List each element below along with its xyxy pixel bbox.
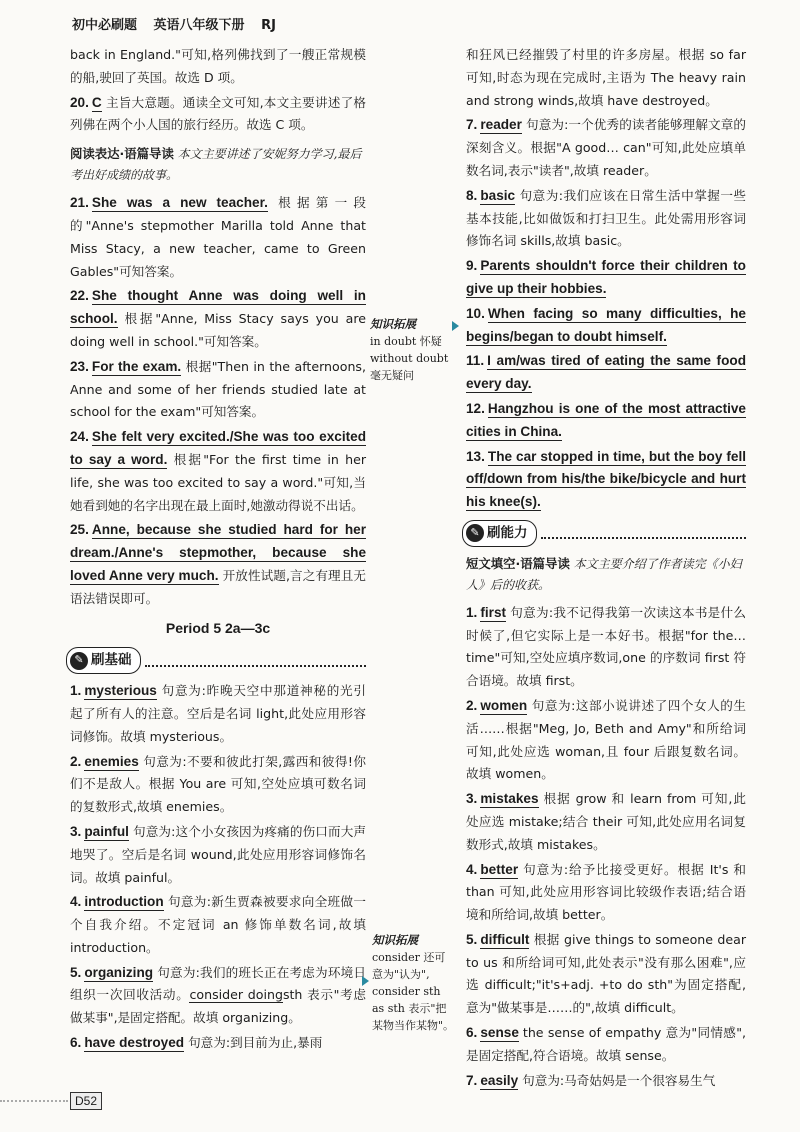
answer-item-r13: 13. The car stopped in time, but the boy fell off/down from his/the bike/bicycle and hurt his knee(s).: [466, 448, 746, 510]
answer-item-c5: 5. difficult 根据 give things to someone dear to us 和所给词可知,此处表示"没有那么困难",应选 difficult;"it's+adj. +to do sth"为固定搭配,意为"做某事是……的",故填 difficult。: [466, 931, 746, 1016]
explanation: 句意为:我们应该在日常生活中掌握一些基本技能,比如做饭和打扫卫生。此处需用形容词修饰名词 skills,故填 basic。: [466, 187, 746, 249]
explanation: 开放性试题,言之有理且无语法错误即可。: [70, 567, 366, 606]
answer-text: C: [91, 94, 102, 110]
explanation: 句意为:这部小说讲述了四个女人的生活……根据"Meg, Jo, Beth and Amy"和所给词可知,此处应选 woman,且 four 后跟复数名词。故填 women。: [466, 697, 746, 782]
explanation: 句意为:不要和彼此打架,露西和彼得!你们不是敌人。根据 You are 可知,空处应填可数名词的复数形式,故填 enemies。: [70, 753, 366, 815]
explanation: 根据第一段的"Anne's stepmother Marilla told Anne that Miss Stacy, a new teacher, came to Green Gables"可知答案。: [70, 195, 367, 279]
explanation: 句意为:我们的班长正在考虑为环境日组织一次回收活动。: [70, 964, 366, 1003]
phrase-underline: consider doing: [189, 987, 283, 1003]
right-column: [466, 44, 746, 1094]
pen-icon: ✎: [70, 652, 88, 670]
banner-badge: ✎ 刷能力: [462, 520, 537, 547]
answer-item-25: 25. Anne, because she studied hard for her dream./Anne's stepmother, because she loved Anne very much. 开放性试题,言之有理且无语法错误即可。: [70, 522, 366, 606]
answer-item-23: 23. For the exam. 根据"Then in the afternoons, Anne and some of her friends studied late at school for the exam"可知答案。: [70, 358, 366, 420]
answer-item-b1: 1. mysterious 句意为:昨晚天空中那道神秘的光引起了所有人的注意。空后是名词 light,此处应用形容词修饰。故填 mysterious。: [70, 683, 366, 744]
margin-note-consider: 知识拓展 consider 还可意为"认为", consider sth as sth 表示"把某物当作某物"。: [372, 933, 455, 1032]
answer-text: She felt very excited./She was too excited to say a word.: [70, 429, 366, 467]
answer-text: For the exam.: [91, 358, 182, 374]
arrow-icon: [452, 321, 459, 331]
arrow-icon: [362, 976, 369, 986]
explanation: 根据 give things to someone dear to us 和所给词可知,此处表示"没有那么困难",应选 difficult;"it's+adj. +to do sth"为固定搭配,意为"做某事是……的",故填 difficult。: [466, 931, 746, 1016]
page-edge-stripe: [0, 1100, 68, 1103]
explanation: 句意为:一个优秀的读者能够理解文章的深刻含义。根据"A good… can"可知,此处应填单数名词,表示"读者",故填 reader。: [466, 117, 746, 178]
answer-text: She thought Anne was doing well in school.: [70, 288, 366, 327]
answer-item-22: 22. She thought Anne was doing well in school. 根据"Anne, Miss Stacy says you are doing well in school."可知答案。: [70, 288, 366, 349]
answer-text: Anne, because she studied hard for her dream./Anne's stepmother, because she loved Anne very much.: [70, 522, 366, 583]
answer-text: easily: [480, 1072, 519, 1088]
answer-item-b3: 3. painful 句意为:这个小女孩因为疼痛的伤口而大声地哭了。空后是名词 wound,此处应用形容词修饰名词。故填 painful。: [70, 823, 366, 885]
answer-item-r12: 12. Hangzhou is one of the most attractive cities in China.: [466, 400, 746, 439]
answer-text: The car stopped in time, but the boy fell off/down from his/the bike/bicycle and hurt his knee(s).: [466, 448, 746, 510]
explanation: 根据"Then in the afternoons, Anne and some of her friends studied late at school for the exam"可知答案。: [70, 358, 366, 420]
answer-text: organizing: [84, 964, 154, 980]
answer-item-r8: 8. basic 句意为:我们应该在日常生活中掌握一些基本技能,比如做饭和打扫卫生。此处需用形容词修饰名词 skills,故填 basic。: [466, 187, 746, 249]
explanation: 句意为:到目前为止,暴雨: [188, 1035, 323, 1051]
answer-text: mysterious: [84, 683, 157, 699]
explanation: sth 表示"考虑做某事",是固定搭配。故填 organizing。: [70, 987, 366, 1026]
dotted-divider: [541, 527, 747, 539]
answer-text: sense: [480, 1025, 519, 1041]
answer-item-r11: 11. I am/was tired of eating the same food every day.: [466, 353, 746, 392]
answer-item-c3: 3. mistakes 根据 grow 和 learn from 可知,此处应选 mistake;结合 their 可知,此处应用名词复数形式,故填 mistakes。: [466, 791, 746, 852]
explanation: 句意为:这个小女孩因为疼痛的伤口而大声地哭了。空后是名词 wound,此处应用形容词修饰名词。故填 painful。: [70, 823, 366, 885]
explanation: 根据"For the first time in her life, she was too excited to say a word."可知,当她看到她的名字出现在最上面时,她激动得说不出话。: [70, 451, 367, 513]
answer-item-b6: 6. have destroyed 句意为:到目前为止,暴雨: [70, 1035, 323, 1051]
answer-text: better: [480, 861, 519, 877]
answer-text: I am/was tired of eating the same food every day.: [466, 353, 746, 392]
pen-icon: ✎: [466, 524, 484, 542]
answer-text: She was a new teacher.: [91, 195, 268, 211]
answer-item-c2: 2. women 句意为:这部小说讲述了四个女人的生活……根据"Meg, Jo, Beth and Amy"和所给词可知,此处应选 woman,且 four 后跟复数名词。故填 women。: [466, 697, 746, 782]
margin-note-doubt: 知识拓展 in doubt 怀疑 without doubt 毫无疑问: [370, 317, 449, 382]
answer-text: painful: [84, 823, 129, 839]
banner-badge: ✎ 刷基础: [66, 647, 141, 674]
explanation: 根据 grow 和 learn from 可知,此处应选 mistake;结合 their 可知,此处应用名词复数形式,故填 mistakes。: [466, 791, 746, 852]
answer-text: basic: [480, 187, 516, 203]
explanation: 句意为:新生贾森被要求向全班做一个自我介绍。不定冠词 an 修饰单数名词,故填 introduction。: [70, 894, 366, 955]
answer-text: reader: [480, 117, 522, 133]
explanation: 根据"Anne, Miss Stacy says you are doing well in school."可知答案。: [70, 311, 366, 349]
period-title: Period 5 2a—3c: [165, 619, 271, 636]
answer-continuation: 和狂风已经摧毁了村里的许多房屋。根据 so far 可知,时态为现在完成时,主语为 The heavy rain and strong winds,故填 have destroyed。: [466, 47, 746, 108]
answer-text: introduction: [84, 894, 164, 910]
answer-item-r9: 9. Parents shouldn't force their children to give up their hobbies.: [466, 258, 746, 296]
answer-text: When facing so many difficulties, he begins/began to doubt himself.: [466, 305, 746, 344]
answer-item-c4: 4. better 句意为:给予比接受更好。根据 It's 和 than 可知,此处应用形容词比较级作表语;结合语境和所给词,故填 better。: [466, 861, 746, 923]
book-title: 初中必刷题: [72, 18, 138, 33]
answer-text: enemies: [84, 753, 139, 769]
answer-item-b5: 5. organizing 句意为:我们的班长正在考虑为环境日组织一次回收活动。consider doingsth 表示"考虑做某事",是固定搭配。故填 organizing。: [70, 964, 366, 1026]
answer-item-21: 21. She was a new teacher. 根据第一段的"Anne's stepmother Marilla told Anne that Miss Stacy, a new teacher, came to Green Gables"可知答案。: [70, 195, 367, 279]
explanation: 句意为:马奇姑妈是一个很容易生气: [522, 1072, 716, 1088]
banner-basic: [66, 647, 366, 674]
answer-item-r7: 7. reader 句意为:一个优秀的读者能够理解文章的深刻含义。根据"A good… can"可知,此处应填单数名词,表示"读者",故填 reader。: [466, 117, 746, 178]
answer-item-c1: 1. first 句意为:我不记得我第一次读这本书是什么时候了,但它实际上是一本好书。根据"for the… time"可知,空处应填序数词,one 的序数词 first 符合语境。故填 first。: [466, 604, 746, 689]
explanation: 句意为:昨晚天空中那道神秘的光引起了所有人的注意。空后是名词 light,此处应用形容词修饰。故填 mysterious。: [70, 683, 366, 744]
explanation: the sense of empathy 意为"同情感",是固定搭配,符合语境。故填 sense。: [466, 1025, 746, 1063]
section-heading-reading: 阅读表达·语篇导读 本文主要讲述了安妮努力学习,最后考出好成绩的故事。: [70, 146, 362, 183]
explanation: 句意为:我不记得我第一次读这本书是什么时候了,但它实际上是一本好书。根据"for the… time"可知,空处应填序数词,one 的序数词 first 符合语境。故填 first。: [466, 604, 746, 689]
answer-text: Hangzhou is one of the most attractive cities in China.: [466, 400, 746, 439]
banner-ability: [462, 520, 746, 547]
left-column: [70, 44, 366, 1057]
answer-text: mistakes: [480, 791, 539, 807]
answer-item-b2: 2. enemies 句意为:不要和彼此打架,露西和彼得!你们不是敌人。根据 You are 可知,空处应填可数名词的复数形式,故填 enemies。: [70, 753, 366, 815]
page-number: D52: [70, 1092, 102, 1110]
answer-text: have destroyed: [84, 1035, 185, 1051]
answer-text: first: [480, 604, 507, 620]
edition-label: RJ: [261, 18, 276, 33]
answer-item-c7: 7. easily 句意为:马奇姑妈是一个很容易生气: [466, 1072, 716, 1088]
page-header: [72, 14, 288, 33]
answer-text: women: [480, 697, 528, 713]
answer-item-c6: 6. sense the sense of empathy 意为"同情感",是固定搭配,符合语境。故填 sense。: [466, 1025, 746, 1063]
answer-item-r10: 10. When facing so many difficulties, he begins/began to doubt himself.: [466, 305, 746, 344]
answer-continuation: back in England."可知,格列佛找到了一艘正常规模的船,驶回了英国。故选 D 项。: [70, 47, 366, 85]
answer-item-24: 24. She felt very excited./She was too excited to say a word. 根据"For the first time in her life, she was too excited to say a word."可知,当她看到她的名字出现在最上面时,她激动得说不出话。: [70, 429, 367, 513]
dotted-divider: [145, 655, 367, 667]
answer-text: difficult: [480, 931, 530, 947]
explanation: 主旨大意题。通读全文可知,本文主要讲述了格列佛在两个小人国的旅行经历。故选 C 项。: [70, 94, 366, 133]
answer-text: Parents shouldn't force their children to give up their hobbies.: [466, 258, 746, 296]
explanation: 句意为:给予比接受更好。根据 It's 和 than 可知,此处应用形容词比较级作表语;结合语境和所给词,故填 better。: [466, 861, 746, 923]
answer-item-20: 20. C 主旨大意题。通读全文可知,本文主要讲述了格列佛在两个小人国的旅行经历。故选 C 项。: [70, 94, 366, 133]
section-heading-cloze: 短文填空·语篇导读 本文主要介绍了作者读完《小妇人》后的收获。: [466, 555, 742, 592]
subject-title: 英语八年级下册: [153, 18, 245, 33]
answer-item-b4: 4. introduction 句意为:新生贾森被要求向全班做一个自我介绍。不定冠词 an 修饰单数名词,故填 introduction。: [70, 894, 366, 955]
